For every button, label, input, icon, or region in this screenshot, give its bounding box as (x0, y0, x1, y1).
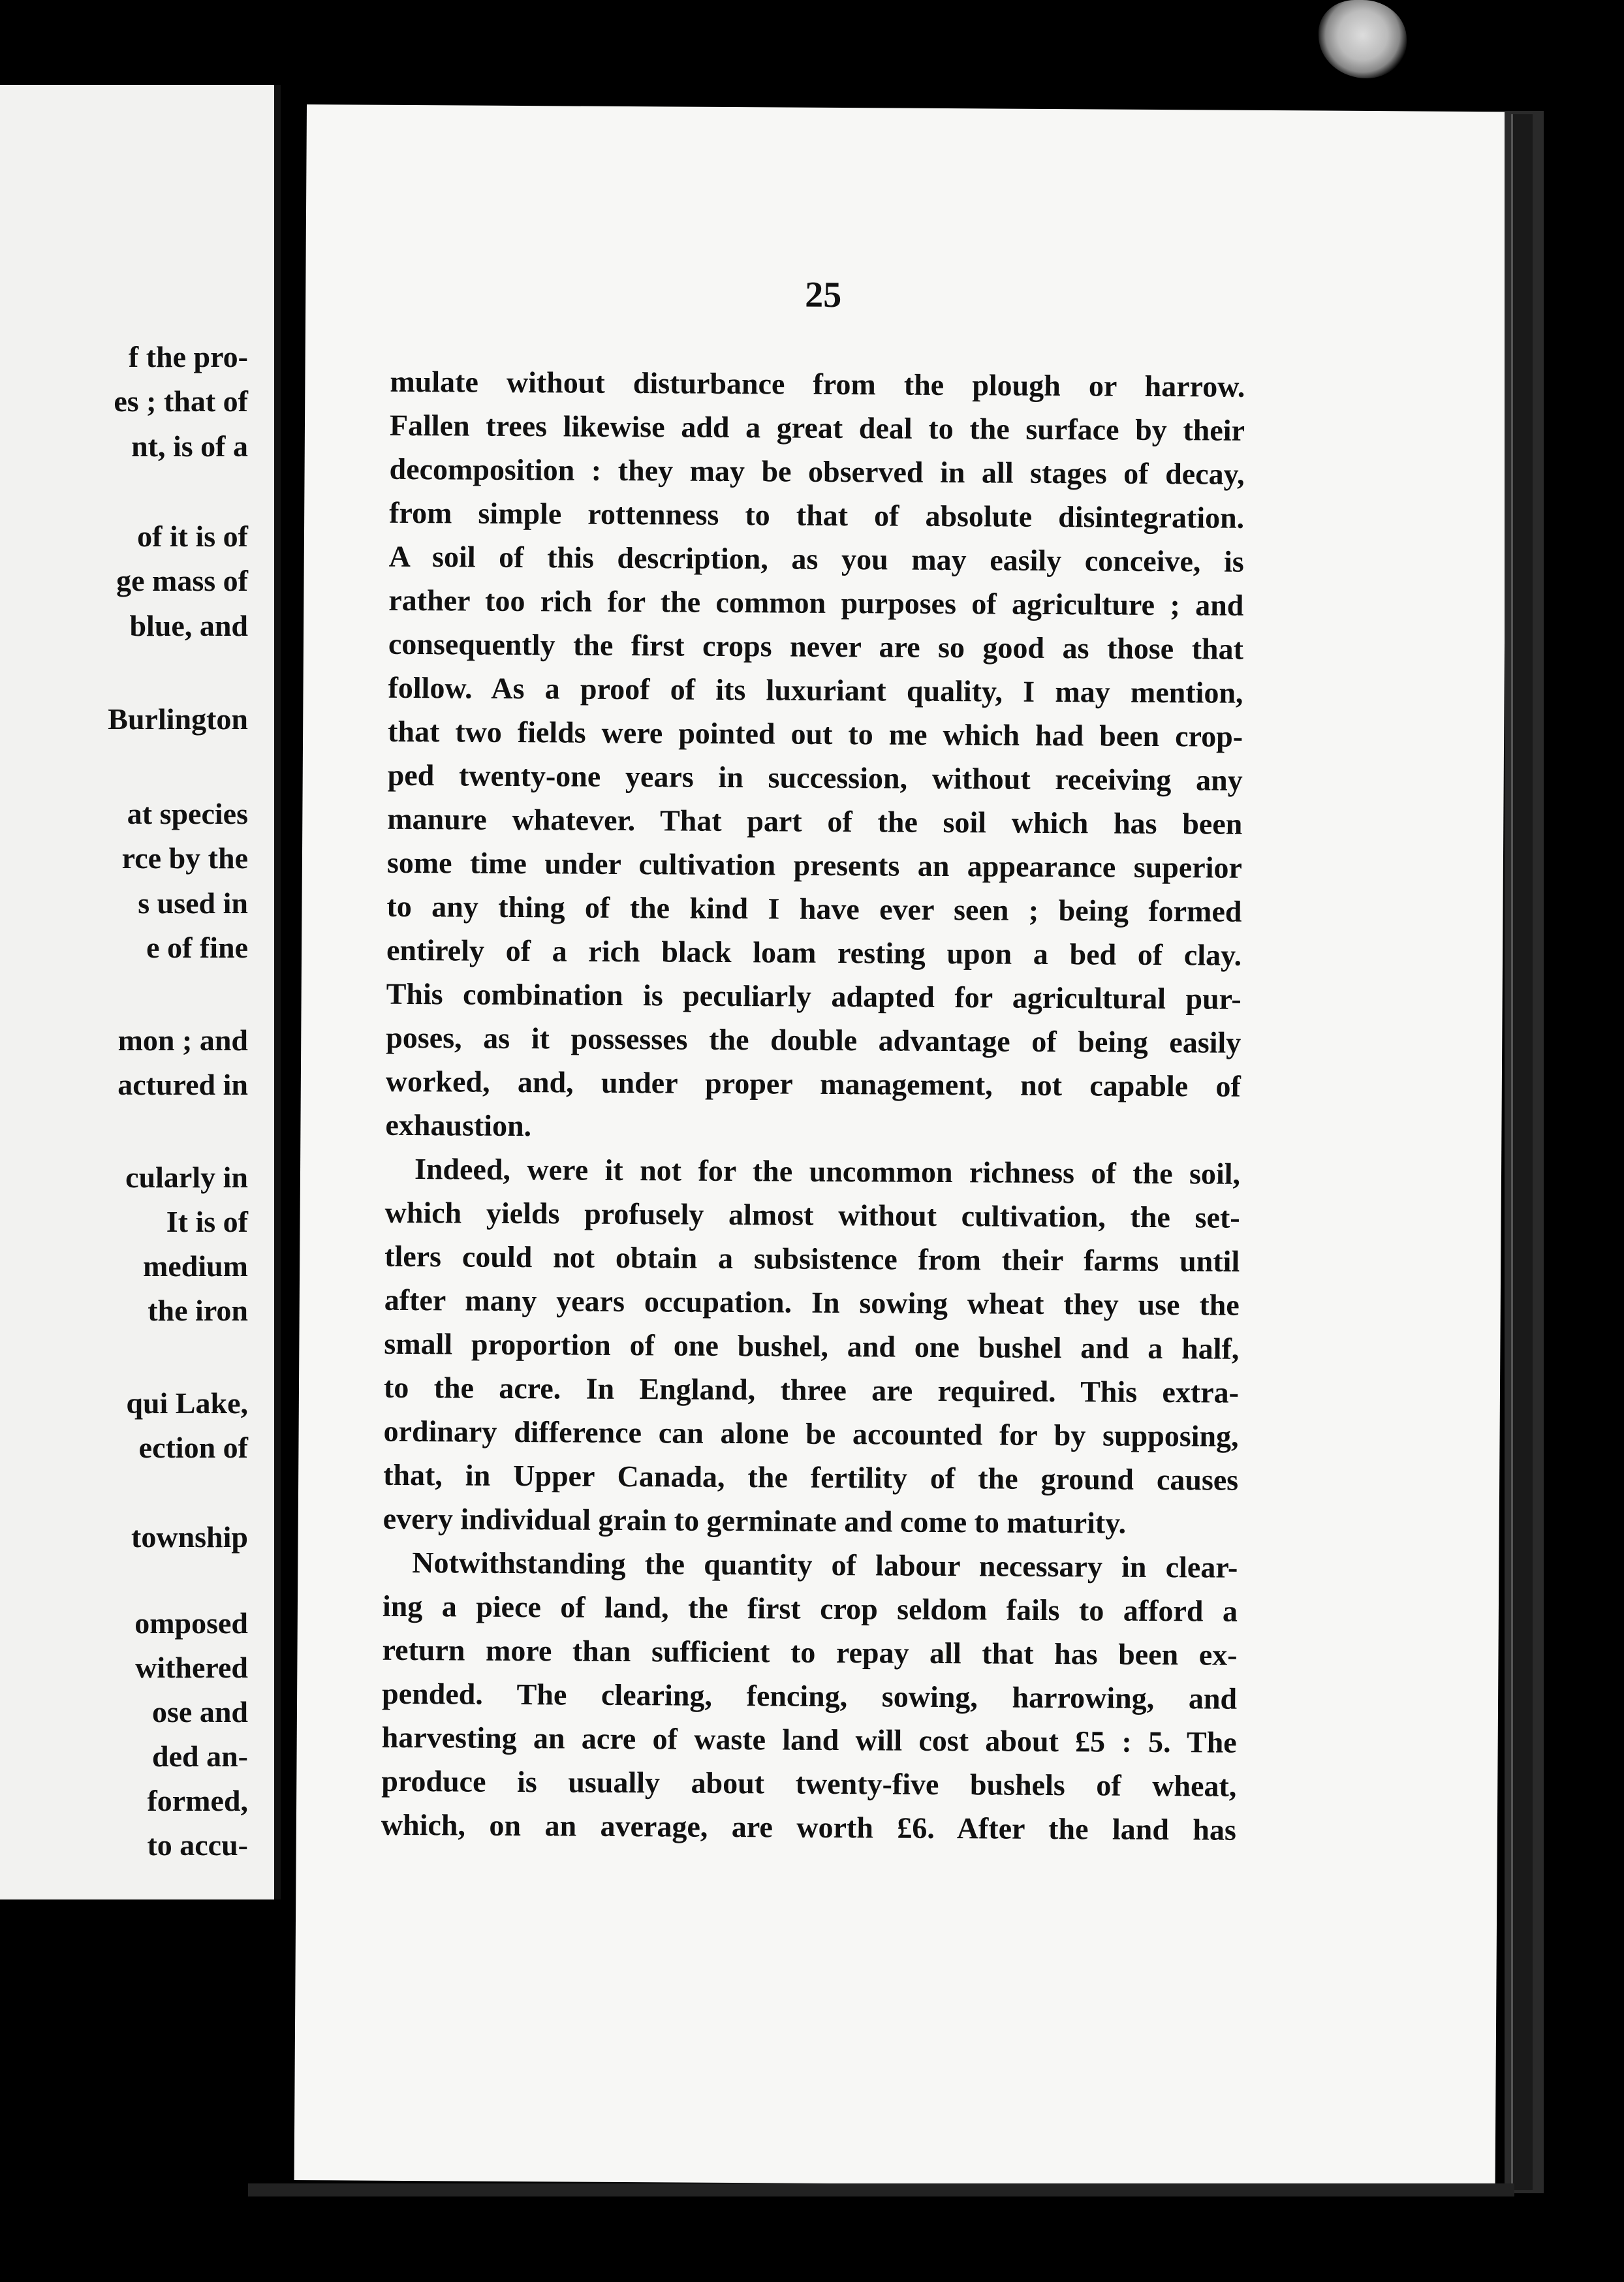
facing-line: Burlington (108, 702, 248, 736)
facing-line: es ; that of (114, 384, 248, 418)
text-line: every individual grain to germinate and come to maturity. (383, 1501, 1127, 1540)
text-line: decomposition : they may be observed in all stages of decay, (389, 452, 1245, 491)
text-line: to any thing of the kind I have ever seen ; being formed (386, 889, 1242, 928)
text-line: Fallen trees likewise add a great deal to the surface by their (389, 408, 1245, 447)
text-line: which, on an average, are worth £6. After the land has (381, 1807, 1237, 1847)
text-line: from simple rottenness to that of absolute disintegration. (389, 495, 1245, 535)
text-line: entirely of a rich black loam resting upon a bed of clay. (386, 933, 1242, 972)
facing-line: ded an- (152, 1740, 248, 1773)
facing-line: township (131, 1520, 248, 1554)
text-line: Indeed, were it not for the uncommon richness of the soil, (414, 1152, 1241, 1191)
facing-line: f the pro- (128, 340, 248, 373)
book-page (294, 104, 1508, 2187)
text-line: pended. The clearing, fencing, sowing, harrowing, and (381, 1676, 1238, 1715)
body-text (381, 360, 1245, 1852)
text-line: tlers could not obtain a subsistence from their farms until (384, 1239, 1240, 1278)
facing-line: rce by the (121, 841, 248, 875)
text-line: Notwithstanding the quantity of labour necessary in clear- (412, 1546, 1238, 1584)
facing-line: qui Lake, (126, 1386, 248, 1420)
facing-line: the iron (148, 1294, 248, 1327)
text-line: mulate without disturbance from the plough or harrow. (390, 364, 1245, 403)
facing-line: It is of (166, 1205, 248, 1238)
text-line: rather too rich for the common purposes of agriculture ; and (388, 583, 1244, 622)
facing-line: to accu- (147, 1828, 248, 1862)
text-line: exhaustion. (385, 1108, 532, 1143)
facing-line: s used in (138, 886, 248, 920)
text-line: harvesting an acre of waste land will cost about £5 : 5. The (381, 1720, 1237, 1759)
facing-line: ge mass of (116, 564, 248, 597)
facing-line: e of fine (146, 931, 248, 964)
text-line: after many years occupation. In sowing wheat they use the (384, 1283, 1240, 1322)
text-line: some time under cultivation presents an appearance superior (386, 845, 1243, 884)
text-line: worked, and, under proper management, not capable of (385, 1064, 1241, 1103)
text-line: follow. As a proof of its luxuriant quality, I may mention, (388, 670, 1243, 710)
facing-line: of it is of (137, 520, 248, 553)
text-line: ordinary difference can alone be accounted for by supposing, (383, 1414, 1239, 1453)
page-edge-inner (1511, 114, 1533, 2190)
text-line: A soil of this description, as you may easily conceive, is (388, 539, 1244, 578)
facing-line: actured in (117, 1068, 248, 1101)
page-number: 25 (805, 274, 842, 316)
facing-line: ection of (138, 1431, 248, 1464)
text-line: to the acre. In England, three are required. This extra- (383, 1370, 1240, 1409)
facing-line: at species (127, 797, 248, 830)
text-line: consequently the first crops never are so good as those that (388, 627, 1244, 666)
facing-line: omposed (134, 1606, 248, 1640)
text-line: that, in Upper Canada, the fertility of the ground causes (383, 1458, 1239, 1497)
text-line: return more than sufficient to repay all that has been ex- (382, 1633, 1238, 1672)
text-line: ing a piece of land, the first crop seldom fails to afford a (382, 1589, 1238, 1628)
page-bottom-shadow (248, 2183, 1514, 2196)
facing-line: blue, and (129, 609, 248, 642)
facing-line: mon ; and (117, 1024, 248, 1057)
text-line: that two fields were pointed out to me which had been crop- (387, 714, 1243, 753)
text-line: poses, as it possesses the double advantage of being easily (386, 1020, 1241, 1059)
ink-blot (1319, 0, 1407, 78)
text-line: which yields profusely almost without cultivation, the set- (384, 1195, 1240, 1234)
text-line: This combination is peculiarly adapted for agricultural pur- (386, 977, 1241, 1016)
text-line: manure whatever. That part of the soil which has been (387, 802, 1243, 841)
facing-line: cularly in (125, 1161, 248, 1194)
facing-line: nt, is of a (131, 430, 248, 463)
text-line: small proportion of one bushel, and one bushel and a half, (384, 1326, 1240, 1366)
facing-line: withered (135, 1651, 248, 1684)
facing-line: formed, (147, 1784, 248, 1817)
facing-page-fragment (0, 85, 281, 1899)
text-line: ped twenty-one years in succession, without receiving any (387, 758, 1243, 797)
text-line: produce is usually about twenty-five bushels of wheat, (381, 1764, 1237, 1803)
facing-line: ose and (152, 1695, 248, 1728)
facing-line: medium (143, 1249, 248, 1283)
